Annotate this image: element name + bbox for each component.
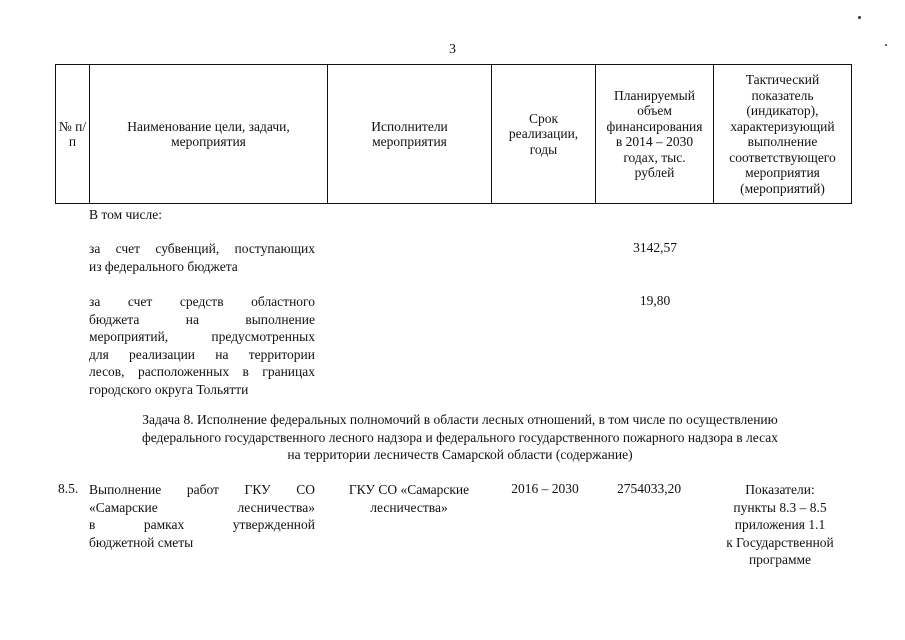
header-cell-indicator: Тактический показатель (индикатор), характеризующий выполнение соответствующего мероприятия (мероприятий) [714, 65, 852, 204]
page-number: 3 [449, 42, 456, 57]
item-8-5-indicator-line: Показатели: [745, 482, 815, 497]
table-header [55, 64, 852, 204]
item-8-5-name [89, 481, 315, 551]
regional-amount: 19,80 [639, 293, 671, 308]
federal-line: из федерального бюджета [89, 258, 238, 274]
task-8-line: на территории лесничеств Самарской области (содержание) [287, 447, 633, 462]
task-8-line: Задача 8. Исполнение федеральных полномочий в области лесных отношений, в том числе по осуществлению [142, 412, 778, 427]
item-8-5-executor-line: лесничества» [370, 499, 448, 515]
item-8-5-amount: 2754033,20 [616, 481, 682, 496]
regional-line: мероприятий, предусмотренных [89, 329, 315, 344]
regional-line: лесов, расположенных в границах [89, 364, 315, 379]
header-cell-executors [328, 65, 492, 204]
item-8-5-term: 2016 – 2030 [511, 481, 579, 496]
regional-budget-text [89, 293, 315, 398]
item-8-5-indicator-line: пункты 8.3 – 8.5 [733, 499, 827, 515]
item-8-5-name-line: в рамках утвержденной [89, 517, 315, 532]
item-8-5-name-line: «Самарские лесничества» [89, 499, 315, 515]
header-cell-name [90, 65, 328, 204]
item-8-5-indicator [708, 481, 852, 569]
regional-line: городского округа Тольятти [89, 381, 249, 397]
including-label: В том числе: [89, 207, 162, 222]
header-term-text: Срок реализации, годы [508, 110, 579, 157]
federal-amount: 3142,57 [633, 240, 677, 255]
item-8-5-indicator-line: программе [748, 552, 812, 567]
item-8-5-name-line: бюджетной сметы [89, 534, 194, 550]
header-cell-number: № п/п [56, 65, 90, 204]
header-name-text: Наименование цели, задачи, мероприятия [127, 118, 290, 149]
header-cell-finance [596, 65, 714, 204]
header-finance-text: Планируемый объем финансирования в 2014 – 2030 годах, тыс. рублей [606, 87, 703, 180]
header-executors-text: Исполнители мероприятия [371, 118, 448, 149]
header-cell-term [492, 65, 596, 204]
task-8-heading [20, 411, 900, 464]
scan-mark-dot [858, 16, 861, 19]
item-8-5-number: 8.5. [58, 481, 79, 496]
item-8-5-executor-line: ГКУ СО «Самарские [348, 482, 470, 497]
regional-line: за счет средств областного [89, 294, 315, 309]
federal-line: за счет субвенций, поступающих [89, 241, 315, 256]
item-8-5-indicator-line: приложения 1.1 [734, 517, 826, 532]
regional-line: бюджета на выполнение [89, 311, 315, 327]
item-8-5-indicator-line: к Государственной [726, 534, 834, 550]
regional-line: для реализации на территории [89, 346, 315, 362]
item-8-5-name-line: Выполнение работ ГКУ СО [89, 482, 315, 497]
federal-subvention-text [89, 240, 315, 275]
item-8-5-executor [326, 481, 492, 516]
task-8-line: федерального государственного лесного надзора и федерального государственного пожарного надзора в лесах [141, 429, 778, 445]
